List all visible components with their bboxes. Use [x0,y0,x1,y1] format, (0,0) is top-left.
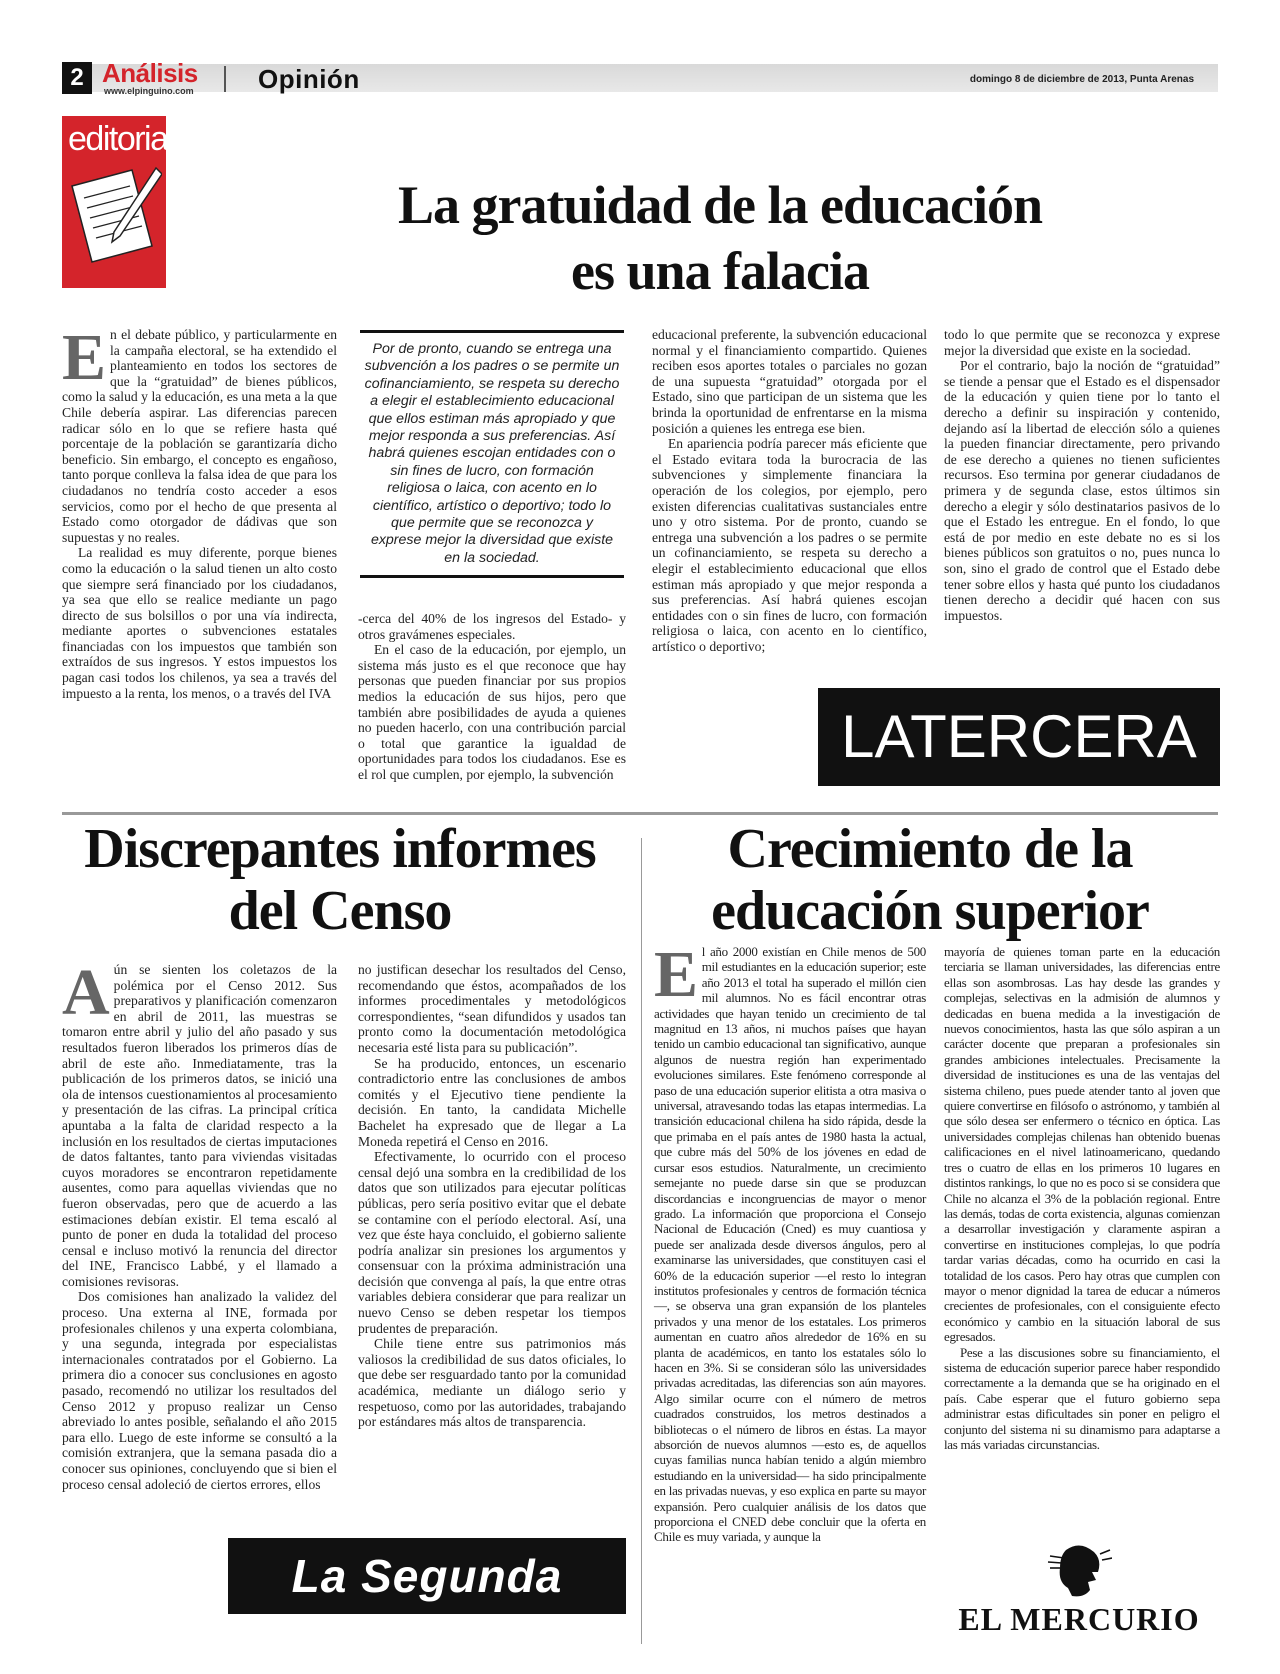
editorial-column-1 [62,321,337,701]
editorial-column-3 [652,327,927,654]
paragraph: mayoría de quienes toman parte en la educación terciaria se llaman universidades, las diferencias entre ellas son asombrosas. Las hay desde las grandes y complejas, selectivas en la admisión de alumnos y dedicadas en buena medida a la investigación de nuevos conocimientos, hasta las que sólo aspiran a un carácter docente que preparan a profesionales sin grandes ambiciones intelectuales. Precisamente la diversidad de instituciones es una de las ventajas del sistema chileno, pues puede atender tanto al joven que quiere convertirse en filósofo o astrónomo, y también al que sólo desea ser enfermero o técnico en óptica. Las universidades complejas chilenas han obtenido buenas calificaciones en el nivel latinoamericano, quedando tres o cuatro de ellas en los primeros 10 lugares en distintos rankings, lo que no es poco si se considera que Chile no alcanza el 3% de la población regional. Entre las demás, todas de corta existencia, algunas comienzan a desarrollar investigación y claramente aspiran a convertirse en instituciones complejas, lo que podría tardar varias décadas, como ha ocurrido en casi la totalidad de los casos. Pero hay otras que cumplen con mayor o menor dignidad la tarea de educar a números crecientes de profesionales, con el consiguiente efecto económico y cambio en la situación laboral de sus egresados. [944,944,1220,1345]
header-divider [224,66,226,92]
editorial-column-4 [944,327,1220,623]
paragraph: Por el contrario, bajo la noción de “gratuidad” se tiende a pensar que el Estado es el dispensador de la educación y quien tiene por lo tanto el derecho a definir su inspiración y contenido, dejando así la libertad de elección sólo a quienes la pueden financiar directamente, pero privando de ese derecho a quienes no tienen suficientes recursos. Eso termina por generar ciudadanos de primera y de segunda clase, estos últimos sin derecho a elegir y sólo destinatarios pasivos de lo que el Estado les entregue. En el fondo, lo que está de por medio en este debate no es si los bienes públicos son gratuitos o no, pues nunca lo son, sino el grado de control que el Estado debe tener sobre ellos y hasta qué punto los ciudadanos tienen derecho a decidir qué hacen con sus impuestos. [944,358,1220,623]
paragraph: educacional preferente, la subvención educacional normal y el financiamiento compartido. Quienes reciben esos aportes totales o parciales no gozan de una supuesta “gratuidad” otorgada por el Estado, sino que participan de un sistema que les brinda la oportunidad de enfrentarse en la misma posición a quienes les entrega ese bien. [652,327,927,436]
paragraph: La realidad es muy diferente, porque bienes como la educación o la salud tienen un alto costo que siempre será financiado por los ciudadanos, ya sea que ello se realice mediante un pago directo de sus bolsillos o por una vía indirecta, mediante aportes o subvenciones estatales financiadas con los impuestos que también son extraídos de sus ingresos. Y estos impuestos los pagan casi todos los chilenos, ya sea a través del impuesto a la renta, los menos, o a través del IVA [62,545,337,701]
editorial-label: editorial [68,120,174,158]
la-tercera-logo: LATERCERA [818,688,1220,786]
drop-cap: E [654,938,698,1011]
paragraph: no justifican desechar los resultados del Censo, recomendando que éstos, acompañados de los informes procedimentales y metodológicos correspondientes, “sean difundidos y usados tan pronto como la documentación metodológica necesaria esté lista para su publicación”. [358,962,626,1055]
superior-column-1 [654,938,926,1545]
section-divider [62,812,1218,815]
la-segunda-logo: La Segunda [228,1538,626,1614]
superior-column-2 [944,944,1220,1452]
page-number: 2 [62,62,92,94]
censo-headline: Discrepantes informes del Censo [84,818,596,942]
page-header [62,58,1218,98]
paragraph: l año 2000 existían en Chile menos de 500 mil estudiantes en la educación superior; este año 2013 el total ha superado el millón cien mil alumnos. No es fácil encontrar otras actividades que hayan tenido un crecimiento de tal magnitud en 13 años, ni muchos países que hayan tenido un cambio educacional tan significativo, aunque algunos de nuestra región han experimentado evoluciones similares. Este fenómeno corresponde al paso de una educación superior elitista a otra masiva o universal, atravesando todas las etapas intermedias. La transición educacional chilena ha sido rápida, desde la que primaba en el país antes de 1980 hasta la actual, que cubre más del 50% de los jóvenes en edad de cursar esos estudios. Naturalmente, un crecimiento semejante no puede darse sin que se produzcan discordancias e incongruencias de mayor o menor grado. La información que proporciona el Consejo Nacional de Educación (Cned) es muy cuantiosa y puede ser analizada desde diversos ángulos, pero al examinarse las universidades, que constituyen casi el 60% de la educación superior —el resto lo integran institutos profesionales y centros de formación técnica—, se observa una gran expansión de los planteles privados y una menor de los estatales. Los primeros aumentan en cuatro años alrededor de 16% en su planta de académicos, en tanto los estatales sólo lo hacen en 3%. Si se consideran sólo las universidades privadas acreditadas, las diferencias son aún mayores. Algo similar ocurre con el número de metros cuadrados construidos, los metros destinados a bibliotecas o el número de libros en éstas. La mayor absorción de nuevos alumnos —esto es, de aquellos cuyas familias nunca habían tenido a algún miembro estudiando en la universidad— ha sido principalmente en las privadas nuevas, y eso explica en parte su mayor expansión. Pero cualquier análisis de los datos que proporciona el CNED debe concluir que la oferta en Chile es muy variada, y aunque la [654,944,926,1545]
pencil-paper-icon [68,162,162,282]
drop-cap: E [62,321,107,394]
paragraph: todo lo que permite que se reconozca y exprese mejor la diversidad que existe en la sociedad. [944,327,1220,358]
paragraph: Chile tiene entre sus patrimonios más valiosos la credibilidad de sus datos oficiales, lo que debe ser resguardado tanto por la comunidad académica, mediante un diálogo serio y respetuoso, como por las autoridades, trabajando por estándares más altos de transparencia. [358,1336,626,1430]
drop-cap: A [62,956,110,1029]
paragraph: Dos comisiones han analizado la validez del proceso. Una externa al INE, formada por profesionales chilenos y una experta colombiana, y una segunda, integrada por especialistas internacionales contratados por el Gobierno. La primera dio a conocer sus conclusiones en agosto pasado, recomendó no utilizar los resultados del Censo 2012 y propuso realizar un Censo abreviado lo antes posible, señalando el año 2015 para ello. Luego de este informe se consultó a la comisión extranjera, que la semana pasada dio a conocer sus opiniones, concluyendo que si bien el proceso censal adoleció de ciertos errores, ellos [62,1289,337,1492]
paragraph: -cerca del 40% de los ingresos del Estado- y otros gravámenes especiales. [358,611,626,642]
section-title: Opinión [258,64,360,94]
paragraph: En apariencia podría parecer más eficiente que el Estado evitara toda la burocracia de las subvenciones y simplemente financiara la operación de los colegios, por ejemplo, pero existen diferencias cualitativas sustanciales entre uno y otro sistema. Por de pronto, cuando se entrega una subvención a los padres o se permite un cofinanciamiento, se respeta su derecho a elegir el establecimiento educacional que ellos estiman más apropiado y que mejor responda a sus preferencias. Así habrá quienes escojan entidades con o sin fines de lucro, con formación religiosa o laica, con acento en lo científico, artístico o deportivo; [652,436,927,654]
brand-logo: Análisis [102,58,198,88]
paragraph: Efectivamente, lo ocurrido con el proceso censal dejó una sombra en la credibilidad de los datos que son utilizados para ejecutar políticas públicas, pero sería positivo evitar que el debate se contamine con el período electoral. Así, una vez que éste haya concluido, el gobierno saliente podría analizar sin presiones los argumentos y consensuar con la próxima administración una decisión que convenga al país, la que entre otras variables debiera considerar que para realizar un nuevo Censo se deben respetar los tiempos prudentes de preparación. [358,1149,626,1336]
brand-url: www.elpinguino.com [104,86,194,96]
editorial-column-2 [358,611,626,783]
paragraph: Pese a las discusiones sobre su financiamiento, el sistema de educación superior parece haber respondido correctamente a la demanda que se ha originado en el país. Cabe esperar que el futuro gobierno sepa administrar estas dificultades sin poner en peligro el conjunto del sistema ni su dinamismo para adaptarse a las más variadas circunstancias. [944,1344,1220,1452]
editorial-headline: La gratuidad de la educación es una falacia [397,175,1043,301]
paragraph: ún se sienten los coletazos de la polémica por el Censo 2012. Sus preparativos y planificación comenzaron en abril de 2011, las muestras se tomaron entre abril y julio del año pasado y sus resultados fueron liberados los primeros días de abril de este año. Inmediatamente, tras la publicación de los primeros datos, se inició una ola de intensos cuestionamientos al procesamiento y presentación de las cifras. La principal crítica apuntaba a la falta de claridad respecto a la inclusión en los resultados de ciertas imputaciones de datos faltantes, tanto para viviendas visitadas cuyos moradores se encontraron repetidamente ausentes, como para aquellas viviendas que no fueron observadas, pero que de acuerdo a las estimaciones debían existir. El tema escaló al punto de poner en duda la totalidad del proceso censal e incluso motivó la renuncia del director del INE, Francisco Labbé, y el llamado a comisiones revisoras. [62,962,337,1289]
el-mercurio-logo [944,1542,1214,1642]
superior-headline: Crecimiento de la educación superior [711,818,1149,942]
editorial-badge [62,116,174,288]
dateline: domingo 8 de diciembre de 2013, Punta Arenas [969,74,1194,85]
censo-column-1 [62,956,337,1492]
pull-quote: Por de pronto, cuando se entrega una subvención a los padres o se permite un cofinanciamiento, se respeta su derecho a elegir el establecimiento educacional que ellos estiman más apropiado y que mejor responda a sus preferencias. Así habrá quienes escojan entidades con o sin fines de lucro, con formación religiosa o laica, con acento en lo científico, artístico o deportivo; todo lo que permite que se reconozca y exprese mejor la diversidad que existe en la sociedad. [360,330,624,578]
paragraph: Se ha producido, entonces, un escenario contradictorio entre las conclusiones de ambos comités y el Ejecutivo tiene pendiente la decisión. En tanto, la candidata Michelle Bachelet ha expresado que de llegar a La Moneda repetirá el Censo en 2016. [358,1055,626,1149]
mercury-head-icon [1046,1542,1112,1602]
el-mercurio-wordmark: EL MERCURIO [958,1601,1200,1637]
paragraph: n el debate público, y particularmente en la campaña electoral, se ha extendido el planteamiento en todos los sectores de que la “gratuidad” de bienes públicos, como la salud y la educación, es una meta a la que Chile debería aspirar. Las diferencias parecen radicar sólo en lo que se refiere hasta qué porcentaje de la población se garantizaría dicho beneficio. Sin embargo, el concepto es engañoso, tanto porque conlleva la falsa idea de que para los ciudadanos no tendría costo acceder a esos servicios, como por el hecho de que presenta al Estado como otorgador de dádivas que son supuestas y no reales. [62,327,337,545]
column-divider [641,838,642,1644]
paragraph: En el caso de la educación, por ejemplo, un sistema más justo es el que reconoce que hay personas que pueden financiar por sus propios medios la educación de sus hijos, pero que también abre posibilidades de ayuda a quienes no pueden hacerlo, con una contribución parcial o total que garantice la igualdad de oportunidades para todos los ciudadanos. Ese es el rol que cumplen, por ejemplo, la subvención [358,642,626,782]
censo-column-2 [358,962,626,1430]
